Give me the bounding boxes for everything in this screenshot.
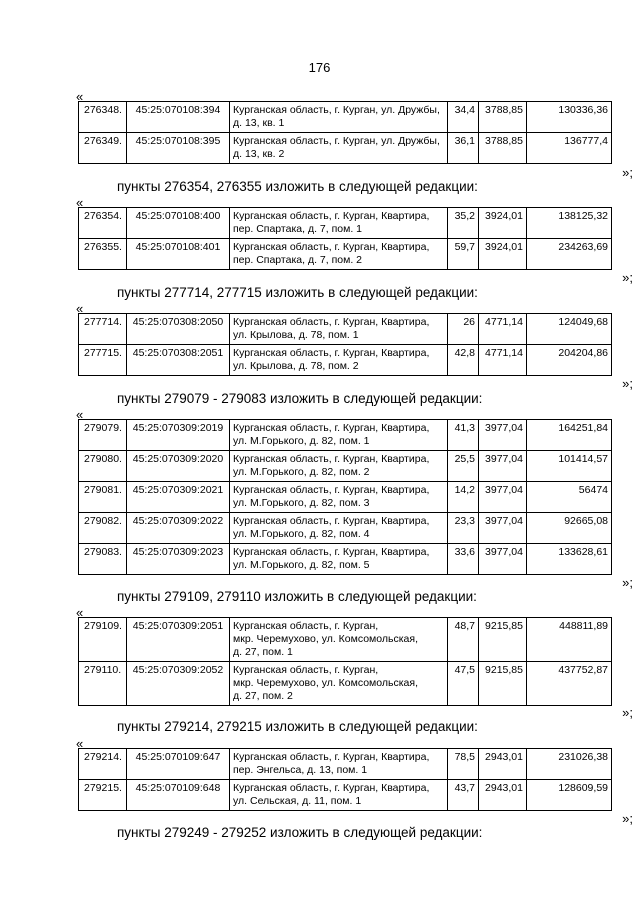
- cadastral-number-cell: 45:25:070109:648: [127, 780, 230, 811]
- address-line: пер. Энгельса, д. 13, пом. 1: [233, 764, 368, 776]
- amendment-table-block: [76, 89, 611, 164]
- item-number-cell: 279079.: [79, 420, 127, 451]
- address-line: ул. Сельская, д. 11, пом. 1: [233, 795, 362, 807]
- cadastral-number-cell: 45:25:070309:2021: [127, 482, 230, 513]
- item-number-cell: 279215.: [79, 780, 127, 811]
- table-row: [79, 345, 612, 376]
- item-number-cell: 279214.: [79, 749, 127, 780]
- price-cell: 3977,04: [479, 513, 527, 544]
- price-cell: 3977,04: [479, 451, 527, 482]
- item-number-cell: 279081.: [79, 482, 127, 513]
- price-cell: 9215,85: [479, 662, 527, 706]
- amendment-instruction: пункты 279214, 279215 изложить в следующей редакции:: [117, 719, 478, 734]
- total-cell: 92665,08: [527, 513, 612, 544]
- table-row: [79, 544, 612, 575]
- item-number-cell: 276355.: [79, 239, 127, 270]
- total-cell: 130336,36: [527, 102, 612, 133]
- area-cell: 36,1: [448, 133, 479, 164]
- item-number-cell: 276348.: [79, 102, 127, 133]
- item-number-cell: 277714.: [79, 314, 127, 345]
- price-cell: 3788,85: [479, 102, 527, 133]
- area-cell: 59,7: [448, 239, 479, 270]
- item-number-cell: 279110.: [79, 662, 127, 706]
- price-cell: 9215,85: [479, 618, 527, 662]
- total-cell: 448811,89: [527, 618, 612, 662]
- address-line: ул. М.Горького, д. 82, пом. 5: [233, 559, 370, 571]
- item-number-cell: 279082.: [79, 513, 127, 544]
- table-row: [79, 133, 612, 164]
- cadastral-number-cell: 45:25:070109:647: [127, 749, 230, 780]
- table-row: [79, 314, 612, 345]
- price-cell: 3977,04: [479, 544, 527, 575]
- total-cell: 234263,69: [527, 239, 612, 270]
- property-table: [78, 313, 612, 376]
- address-line: мкр. Черемухово, ул. Комсомольская,: [233, 677, 419, 689]
- address-line: д. 27, пом. 1: [233, 646, 293, 658]
- amendment-table-block: [76, 736, 611, 811]
- price-cell: 3788,85: [479, 133, 527, 164]
- total-cell: 124049,68: [527, 314, 612, 345]
- address-line: Курганская область, г. Курган, ул. Дружбы,: [233, 104, 440, 116]
- close-quote: »;: [622, 376, 633, 391]
- amendment-table-block: [76, 301, 611, 376]
- address-cell: [230, 482, 448, 513]
- address-line: пер. Спартака, д. 7, пом. 1: [233, 223, 362, 235]
- amendment-instruction: пункты 279249 - 279252 изложить в следующей редакции:: [117, 825, 483, 840]
- amendment-instruction: пункты 276354, 276355 изложить в следующей редакции:: [117, 179, 478, 194]
- address-cell: [230, 780, 448, 811]
- table-row: [79, 451, 612, 482]
- address-line: д. 27, пом. 2: [233, 690, 293, 702]
- item-number-cell: 276349.: [79, 133, 127, 164]
- table-row: [79, 482, 612, 513]
- address-cell: [230, 314, 448, 345]
- price-cell: 3977,04: [479, 420, 527, 451]
- address-line: Курганская область, г. Курган, Квартира,: [233, 453, 430, 465]
- total-cell: 101414,57: [527, 451, 612, 482]
- table-row: [79, 662, 612, 706]
- address-cell: [230, 239, 448, 270]
- address-cell: [230, 133, 448, 164]
- address-line: Курганская область, г. Курган, Квартира,: [233, 515, 430, 527]
- price-cell: 3924,01: [479, 208, 527, 239]
- address-line: Курганская область, г. Курган, Квартира,: [233, 422, 430, 434]
- address-line: Курганская область, г. Курган, ул. Дружбы,: [233, 135, 440, 147]
- area-cell: 78,5: [448, 749, 479, 780]
- cadastral-number-cell: 45:25:070309:2022: [127, 513, 230, 544]
- item-number-cell: 276354.: [79, 208, 127, 239]
- area-cell: 47,5: [448, 662, 479, 706]
- area-cell: 26: [448, 314, 479, 345]
- address-cell: [230, 102, 448, 133]
- table-row: [79, 513, 612, 544]
- cadastral-number-cell: 45:25:070309:2020: [127, 451, 230, 482]
- amendment-instruction: пункты 279109, 279110 изложить в следующей редакции:: [117, 589, 477, 604]
- address-line: Курганская область, г. Курган, Квартира,: [233, 546, 430, 558]
- amendment-table-block: [76, 195, 611, 270]
- property-table: [78, 748, 612, 811]
- cadastral-number-cell: 45:25:070308:2050: [127, 314, 230, 345]
- address-line: Курганская область, г. Курган,: [233, 620, 379, 632]
- open-quote: «: [76, 407, 84, 422]
- table-row: [79, 780, 612, 811]
- address-cell: [230, 208, 448, 239]
- address-line: Курганская область, г. Курган, Квартира,: [233, 782, 430, 794]
- total-cell: 231026,38: [527, 749, 612, 780]
- address-cell: [230, 618, 448, 662]
- cadastral-number-cell: 45:25:070309:2019: [127, 420, 230, 451]
- total-cell: 164251,84: [527, 420, 612, 451]
- address-line: Курганская область, г. Курган, Квартира,: [233, 751, 430, 763]
- address-line: ул. М.Горького, д. 82, пом. 4: [233, 528, 370, 540]
- address-cell: [230, 345, 448, 376]
- item-number-cell: 279083.: [79, 544, 127, 575]
- close-quote: »;: [622, 575, 633, 590]
- address-line: ул. М.Горького, д. 82, пом. 1: [233, 435, 370, 447]
- open-quote: «: [76, 195, 84, 210]
- price-cell: 2943,01: [479, 780, 527, 811]
- property-table: [78, 617, 612, 706]
- total-cell: 133628,61: [527, 544, 612, 575]
- cadastral-number-cell: 45:25:070108:400: [127, 208, 230, 239]
- area-cell: 14,2: [448, 482, 479, 513]
- address-line: Курганская область, г. Курган, Квартира,: [233, 316, 430, 328]
- address-line: Курганская область, г. Курган, Квартира,: [233, 241, 430, 253]
- address-line: ул. Крылова, д. 78, пом. 1: [233, 329, 359, 341]
- address-line: Курганская область, г. Курган, Квартира,: [233, 484, 430, 496]
- item-number-cell: 277715.: [79, 345, 127, 376]
- cadastral-number-cell: 45:25:070308:2051: [127, 345, 230, 376]
- item-number-cell: 279080.: [79, 451, 127, 482]
- total-cell: 136777,4: [527, 133, 612, 164]
- address-line: ул. М.Горького, д. 82, пом. 2: [233, 466, 370, 478]
- area-cell: 35,2: [448, 208, 479, 239]
- area-cell: 43,7: [448, 780, 479, 811]
- amendment-table-block: [76, 605, 611, 706]
- cadastral-number-cell: 45:25:070309:2051: [127, 618, 230, 662]
- address-cell: [230, 544, 448, 575]
- address-cell: [230, 513, 448, 544]
- address-line: ул. М.Горького, д. 82, пом. 3: [233, 497, 370, 509]
- price-cell: 3977,04: [479, 482, 527, 513]
- address-line: Курганская область, г. Курган, Квартира,: [233, 347, 430, 359]
- area-cell: 23,3: [448, 513, 479, 544]
- open-quote: «: [76, 301, 84, 316]
- total-cell: 437752,87: [527, 662, 612, 706]
- close-quote: »;: [622, 811, 633, 826]
- address-line: Курганская область, г. Курган, Квартира,: [233, 210, 430, 222]
- amendment-table-block: [76, 407, 611, 575]
- property-table: [78, 207, 612, 270]
- total-cell: 138125,32: [527, 208, 612, 239]
- amendment-instruction: пункты 279079 - 279083 изложить в следующей редакции:: [117, 391, 483, 406]
- address-cell: [230, 451, 448, 482]
- table-row: [79, 102, 612, 133]
- area-cell: 33,6: [448, 544, 479, 575]
- table-row: [79, 239, 612, 270]
- address-line: Курганская область, г. Курган,: [233, 664, 379, 676]
- open-quote: «: [76, 605, 84, 620]
- cadastral-number-cell: 45:25:070108:394: [127, 102, 230, 133]
- area-cell: 42,8: [448, 345, 479, 376]
- area-cell: 41,3: [448, 420, 479, 451]
- page-number: 176: [308, 60, 331, 75]
- table-row: [79, 618, 612, 662]
- cadastral-number-cell: 45:25:070309:2023: [127, 544, 230, 575]
- address-line: мкр. Черемухово, ул. Комсомольская,: [233, 633, 419, 645]
- property-table: [78, 419, 612, 575]
- address-line: ул. Крылова, д. 78, пом. 2: [233, 360, 359, 372]
- table-row: [79, 208, 612, 239]
- price-cell: 3924,01: [479, 239, 527, 270]
- address-line: пер. Спартака, д. 7, пом. 2: [233, 254, 362, 266]
- item-number-cell: 279109.: [79, 618, 127, 662]
- open-quote: «: [76, 736, 84, 751]
- cadastral-number-cell: 45:25:070309:2052: [127, 662, 230, 706]
- close-quote: »;: [622, 165, 633, 180]
- area-cell: 48,7: [448, 618, 479, 662]
- price-cell: 2943,01: [479, 749, 527, 780]
- address-line: д. 13, кв. 2: [233, 148, 285, 160]
- address-line: д. 13, кв. 1: [233, 117, 285, 129]
- table-row: [79, 749, 612, 780]
- total-cell: 128609,59: [527, 780, 612, 811]
- price-cell: 4771,14: [479, 314, 527, 345]
- total-cell: 204204,86: [527, 345, 612, 376]
- amendment-instruction: пункты 277714, 277715 изложить в следующей редакции:: [117, 285, 478, 300]
- table-row: [79, 420, 612, 451]
- address-cell: [230, 749, 448, 780]
- cadastral-number-cell: 45:25:070108:401: [127, 239, 230, 270]
- address-cell: [230, 420, 448, 451]
- total-cell: 56474: [527, 482, 612, 513]
- close-quote: »;: [622, 705, 633, 720]
- area-cell: 25,5: [448, 451, 479, 482]
- price-cell: 4771,14: [479, 345, 527, 376]
- address-cell: [230, 662, 448, 706]
- cadastral-number-cell: 45:25:070108:395: [127, 133, 230, 164]
- open-quote: «: [76, 89, 84, 104]
- area-cell: 34,4: [448, 102, 479, 133]
- property-table: [78, 101, 612, 164]
- close-quote: »;: [622, 270, 633, 285]
